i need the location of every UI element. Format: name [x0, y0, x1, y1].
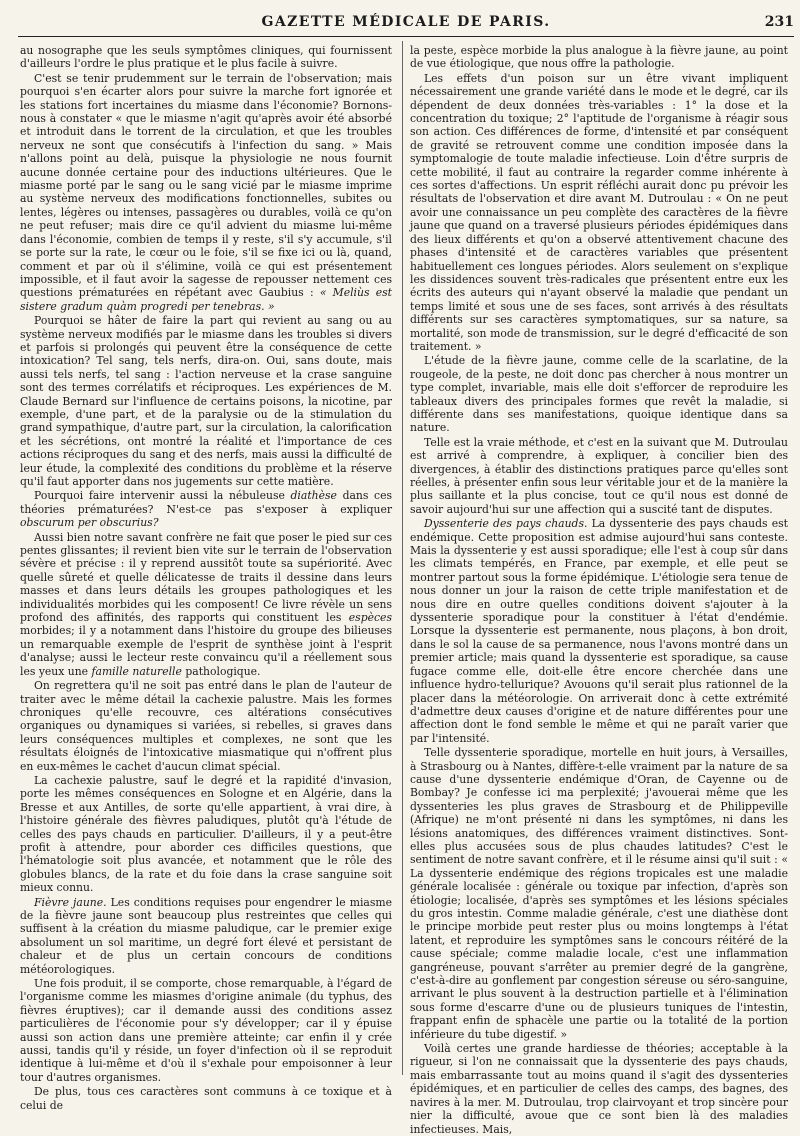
- paragraph-text: C'est se tenir prudemment sur le terrain de l'observation; mais pourquoi s'en écarter alors pour suivre la marche fort ignorée et les stations fort incertaines du miasme dans l'économie? Bornons-nous à constater « que le miasme n'agit qu'après avoir été absorbé et introduit dans le torrent de la circulation, et que les troubles nerveux ne sont que consécutifs à l'infection du sang. » Mais n'allons point au delà, puisque la physiologie ne nous fournit aucune donnée certaine pour des inductions ultérieures. Que le miasme porté par le sang ou le sang vicié par le miasme imprime au système nerveux des modifications fonctionnelles, subites ou lentes, légères ou intenses, passagères ou durables, voilà ce qu'on ne peut refuser; mais dire ce qu'il advient du miasme lui-même dans l'économie, combien de temps il y reste, s'il s'y accumule, s'il se porte sur la rate, le cœur ou le foie, s'il se fixe ici ou là, quand, comment et par où il s'élimine, voilà ce qui est présentement impossible, et il faut avoir la sagesse de repousser nettement ces questions prématurées en répétant avec Gaubius :: [20, 71, 392, 300]
- paragraph-text: Les conditions requises pour engendrer le miasme de la fièvre jaune sont beaucoup plus restreintes que celles qui suffisent à la création du miasme paludique, car le premier exige absolument un sol maritime, un degré fort élevé et persistant de chaleur et de plus un certain concours de conditions météorologiques.: [20, 895, 392, 976]
- page-header: [18, 12, 794, 34]
- paragraph: [410, 517, 788, 745]
- emphasis: diathèse: [290, 489, 337, 503]
- paragraph-text: pathologique.: [185, 664, 261, 678]
- section-heading: Dyssenterie des pays chauds.: [424, 517, 588, 531]
- paragraph: Les effets d'un poison sur un être vivant impliquent nécessairement une grande variété dans le mode et le degré, car ils dépendent de deux données très-variables : 1° la dose et la concentration du toxique; 2° l'aptitude de l'organisme à réagir sous son action. Ces différences de forme, d'intensité et par conséquent de gravité se retrouvent comme une condition imposée dans la symptomalogie de toute maladie infectieuse. Loin d'être surpris de cette mobilité, il faut au contraire la regarder comme inhérente à ces sortes d'affections. Un esprit réfléchi aurait donc pu prévoir les résultats de l'observation et dire avant M. Dutroulau : « On ne peut avoir une connaissance un peu complète des caractères de la fièvre jaune que quand on a traversé plusieurs périodes épidémiques dans des lieux différents et qu'on a observé attentivement chacune des phases d'intensité et de caractères variables que présentent habituellement ces longues périodes. Alors seulement on s'explique les dissidences souvent très-radicales que présentent entre eux les écrits des auteurs qui n'ayant observé la maladie que pendant un temps limité et sous une de ses faces, sont arrivés à des résultats différents sur ses caractères symptomatiques, sur sa nature, sa mortalité, son mode de transmission, sur le degré d'efficacité de son traitement. »: [410, 71, 788, 353]
- paragraph: [20, 896, 392, 976]
- paragraph: [20, 531, 392, 678]
- paragraph: [20, 489, 392, 529]
- paragraph-text: dans ces théories prématurées? N'est-ce pas s'exposer à expliquer: [20, 489, 392, 516]
- paragraph: Une fois produit, il se comporte, chose remarquable, à l'égard de l'organisme comme les miasmes d'origine animale (du typhus, des fièvres éruptives); car il demande aussi des conditions assez particulières de l'économie pour s'y développer; car il y épuise aussi son action dans une première atteinte; car enfin il y crée aussi, tandis qu'il y réside, un foyer d'infection où il se reproduit identique à lui-même et d'où il s'exhale pour empoisonner à leur tour d'autres organismes.: [20, 977, 392, 1084]
- running-title: GAZETTE MÉDICALE DE PARIS.: [261, 14, 551, 30]
- right-column: [410, 44, 788, 1136]
- page-number: 231: [764, 14, 794, 30]
- paragraph: la peste, espèce morbide la plus analogue à la fièvre jaune, au point de vue étiologique, que nous offre la pathologie.: [410, 44, 788, 71]
- paragraph-text: Pourquoi faire intervenir aussi la nébuleuse: [34, 489, 285, 503]
- paragraph: On regrettera qu'il ne soit pas entré dans le plan de l'auteur de traiter avec le même détail la cachexie palustre. Mais les formes chroniques qu'elle recouvre, ces altérations consécutives organiques ou dynamiques si variées, si rebelles, si graves dans leurs conséquences multiples et complexes, ne sont que les résultats éloignés de l'intoxicative miasmatique qui n'offrent plus en eux-mêmes le cachet d'aucun climat spécial.: [20, 679, 392, 773]
- header-rule: [18, 36, 794, 37]
- emphasis: espèces: [348, 611, 392, 625]
- paragraph-text: La dyssenterie des pays chauds est endémique. Cette proposition est admise aujourd'hui sans conteste. Mais la dyssenterie y est aussi sporadique; elle l'est à coup sûr dans les climats tempérés, en France, par exemple, et elle peut se montrer partout sous la forme épidémique. L'étiologie sera tenue de nous donner un jour la raison de cette triple manifestation et de nous dire en outre quelles conditions doivent s'ajouter à la dyssenterie sporadique pour la constituer à l'état d'endémie. Lorsque la dyssenterie est permanente, nous plaçons, à bon droit, dans le sol la cause de sa permanence, nous l'avons montré dans un premier article; mais quand la dyssenterie est sporadique, sa cause fugace comme elle, doit-elle être encore cherchée dans une influence hydro-tellurique? Avouons qu'il serait plus rationnel de la placer dans la météorologie. On arriverait donc à cette extrémité d'admettre deux causes d'origine et de nature différentes pour une affection dont le fond semble le même et qui ne paraît varier que par l'intensité.: [410, 517, 788, 745]
- column-divider: [402, 41, 403, 1075]
- latin-quote: obscurum per obscurius?: [20, 516, 159, 530]
- paragraph: La cachexie palustre, sauf le degré et la rapidité d'invasion, porte les mêmes conséquences en Sologne et en Algérie, dans la Bresse et aux Antilles, de sorte qu'elle appartient, à vrai dire, à l'histoire générale des fièvres paludiques, plutôt qu'à l'étude de celles des pays chauds en particulier. D'ailleurs, il y a peut-être profit à attendre, pour aborder ces difficiles questions, que l'hématologie soit plus avancée, et notamment que le rôle des globules blancs, de la rate et du foie dans la crase sanguine soit mieux connu.: [20, 773, 392, 895]
- section-heading: Fièvre jaune.: [34, 895, 107, 909]
- paragraph: Telle dyssenterie sporadique, mortelle en huit jours, à Versailles, à Strasbourg ou à Nantes, diffère-t-elle vraiment par la nature de sa cause d'une dyssenterie endémique d'Oran, de Cayenne ou de Bombay? Je confesse ici ma perplexité; j'avouerai même que les dyssenteries les plus graves de Strasbourg et de Philippeville (Afrique) ne m'ont présenté ni dans les symptômes, ni dans les lésions anatomiques, des différences vraiment distinctives. Sont-elles plus accusées sous de plus chaudes latitudes? C'est le sentiment de notre savant confrère, et il le résume ainsi qu'il suit : « La dyssenterie endémique des régions tropicales est une maladie générale localisée : générale ou toxique par infection, d'après son étiologie; localisée, d'après ses symptômes et les lésions spéciales du gros intestin. Comme maladie générale, c'est une diathèse dont le principe morbide peut rester plus ou moins longtemps à l'état latent, et reproduire les symptômes sans le concours réitéré de la cause spéciale; comme maladie locale, c'est une inflammation gangréneuse, pouvant s'arrêter au premier degré de la gangrène, c'est-à-dire au gonflement par congestion séreuse ou séro-sanguine, arrivant le plus souvent à la destruction partielle et à l'élimination sous forme d'escarre d'une ou de plusieurs tuniques de l'intestin, frappant enfin de sphacèle une partie ou la totalité de la portion inférieure du tube digestif. »: [410, 746, 788, 1041]
- paragraph: Voilà certes une grande hardiesse de théories; acceptable à la rigueur, si l'on ne connaissait que la dyssenterie des pays chauds, mais embarrassante tout au moins quand il s'agit des dyssenteries épidémiques, et en particulier de celles des camps, des bagnes, des navires à la mer. M. Dutroulau, trop clairvoyant et trop sincère pour nier la difficulté, avoue que ce sont bien là des maladies infectieuses. Mais,: [410, 1042, 788, 1136]
- paragraph: De plus, tous ces caractères sont communs à ce toxique et à celui de: [20, 1085, 392, 1112]
- paragraph: au nosographe que les seuls symptômes cliniques, qui fournissent d'ailleurs l'ordre le plus pratique et le plus facile à suivre.: [20, 44, 392, 71]
- paragraph-text: morbides; il y a notamment dans l'histoire du groupe des bilieuses un remarquable exemple de l'esprit de synthèse joint à l'esprit d'analyse; aussi le lecteur reste convaincu qu'il a réellement sous les yeux une: [20, 624, 392, 678]
- paragraph: Pourquoi se hâter de faire la part qui revient au sang ou au système nerveux modifiés par le miasme dans les troubles si divers et parfois si prolongés qui peuvent être la conséquence de cette intoxication? Tel sang, tels nerfs, dira-on. Oui, sans doute, mais aussi tels nerfs, tel sang : l'action nerveuse et la crase sanguine sont des termes corrélatifs et réciproques. Les expériences de M. Claude Bernard sur l'influence de certains poisons, la nicotine, par exemple, d'une part, et de la paralysie ou de la stimulation du grand sympathique, d'autre part, sur la circulation, la calorification et les sécrétions, ont montré la réalité et l'importance de ces actions réciproques du sang et des nerfs, mais aussi la difficulté de leur étude, la complexité des conditions du problème et la réserve qu'il faut apporter dans nos jugements sur cette matière.: [20, 314, 392, 488]
- latin-quote: « Meliùs est sistere gradum quàm progredi per tenebras. »: [20, 286, 392, 313]
- paragraph: [20, 72, 392, 313]
- left-column: [20, 44, 392, 1112]
- paragraph: Telle est la vraie méthode, et c'est en la suivant que M. Dutroulau est arrivé à comprendre, à expliquer, à concilier bien des divergences, à établir des distinctions pratiques parce qu'elles sont réelles, à présenter enfin sous leur véritable jour et de la manière la plus saillante et la plus concise, tout ce qu'il nous est donné de savoir aujourd'hui sur une affection qui a suscité tant de disputes.: [410, 435, 788, 516]
- emphasis: famille naturelle: [91, 664, 182, 678]
- paragraph-text: Aussi bien notre savant confrère ne fait que poser le pied sur ces pentes glissantes; il revient bien vite sur le terrain de l'observation sévère et précise : il y reprend aussitôt toute sa supériorité. Avec quelle sûreté et quelle délicatesse de traits il dessine dans leurs masses et dans leurs détails les groupes pathologiques et les individualités morbides qui les composent! Ce livre révèle un sens profond des affinités, des rapports qui constituent les: [20, 530, 392, 625]
- paragraph: L'étude de la fièvre jaune, comme celle de la scarlatine, de la rougeole, de la peste, ne doit donc pas chercher à nous montrer un type complet, invariable, mais elle doit s'efforcer de reproduire les tableaux divers des principales formes que revêt la maladie, si différente dans ses manifestations, quoique identique dans sa nature.: [410, 354, 788, 435]
